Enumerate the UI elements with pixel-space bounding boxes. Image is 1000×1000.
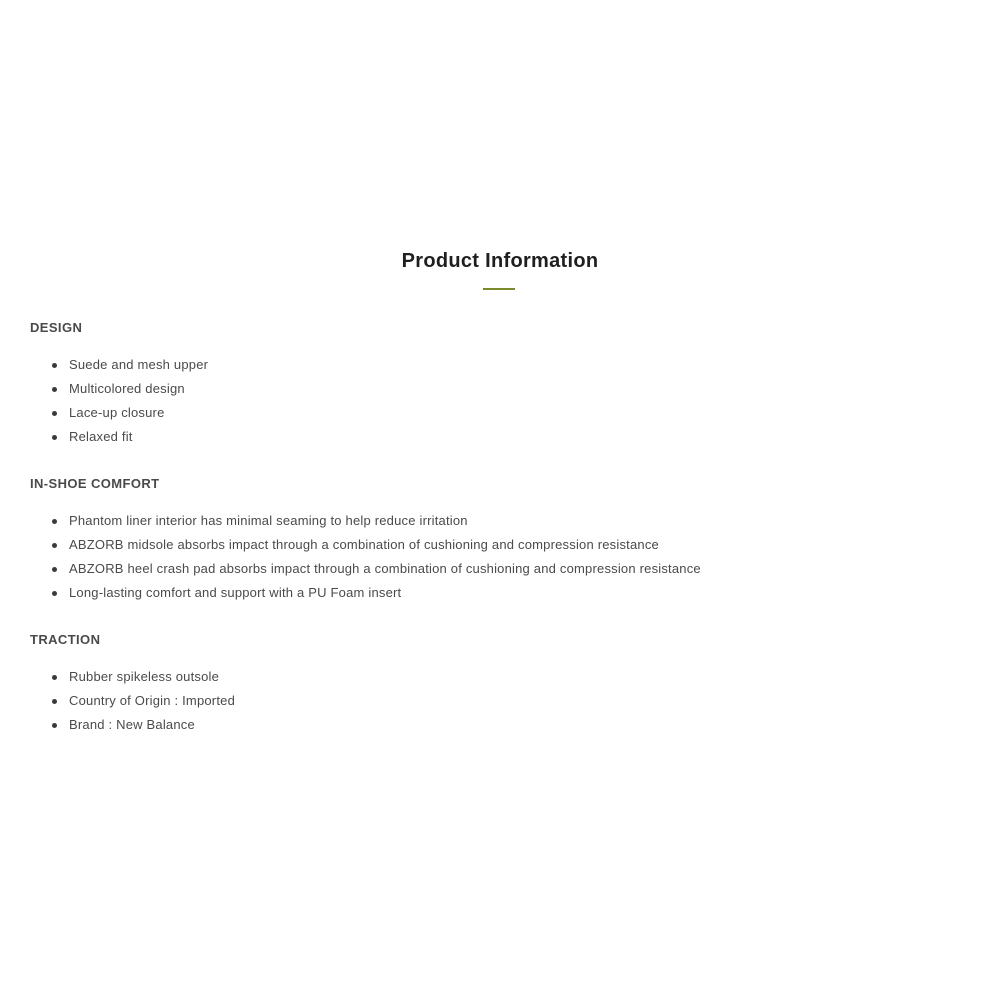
bullet-icon	[52, 675, 57, 680]
list-item	[30, 533, 970, 557]
section-heading: TRACTION	[30, 632, 101, 647]
bullet-icon	[52, 699, 57, 704]
list-item-text: Phantom liner interior has minimal seaming to help reduce irritation	[69, 513, 468, 528]
list-item-text: Multicolored design	[69, 381, 185, 396]
list-item	[30, 689, 970, 713]
list-item-text: Suede and mesh upper	[69, 357, 209, 372]
list-item	[30, 509, 970, 533]
list-item-text: Country of Origin : Imported	[69, 693, 235, 708]
feature-list	[30, 509, 970, 605]
list-item-text: ABZORB midsole absorbs impact through a combination of cushioning and compression resistance	[69, 537, 659, 552]
title-divider	[483, 288, 515, 290]
bullet-icon	[52, 519, 57, 524]
list-item-text: Long-lasting comfort and support with a PU Foam insert	[69, 585, 402, 600]
list-item	[30, 377, 970, 401]
bullet-icon	[52, 567, 57, 572]
product-information-panel	[30, 248, 970, 737]
page-title: Product Information	[401, 250, 599, 272]
list-item-text: Relaxed fit	[69, 429, 133, 444]
list-item	[30, 425, 970, 449]
list-item	[30, 353, 970, 377]
bullet-icon	[52, 435, 57, 440]
section-in-shoe-comfort	[30, 476, 970, 605]
section-heading: IN-SHOE COMFORT	[30, 476, 160, 491]
list-item	[30, 713, 970, 737]
list-item	[30, 557, 970, 581]
bullet-icon	[52, 723, 57, 728]
list-item-text: Rubber spikeless outsole	[69, 669, 220, 684]
bullet-icon	[52, 411, 57, 416]
section-traction	[30, 632, 970, 737]
section-design	[30, 320, 970, 449]
bullet-icon	[52, 591, 57, 596]
list-item-text: ABZORB heel crash pad absorbs impact through a combination of cushioning and compression resistance	[69, 561, 701, 576]
list-item	[30, 581, 970, 605]
list-item-text: Lace-up closure	[69, 405, 165, 420]
list-item	[30, 401, 970, 425]
list-item	[30, 665, 970, 689]
feature-list	[30, 665, 970, 737]
list-item-text: Brand : New Balance	[69, 717, 195, 732]
section-heading: DESIGN	[30, 320, 83, 335]
bullet-icon	[52, 363, 57, 368]
bullet-icon	[52, 387, 57, 392]
feature-list	[30, 353, 970, 449]
bullet-icon	[52, 543, 57, 548]
